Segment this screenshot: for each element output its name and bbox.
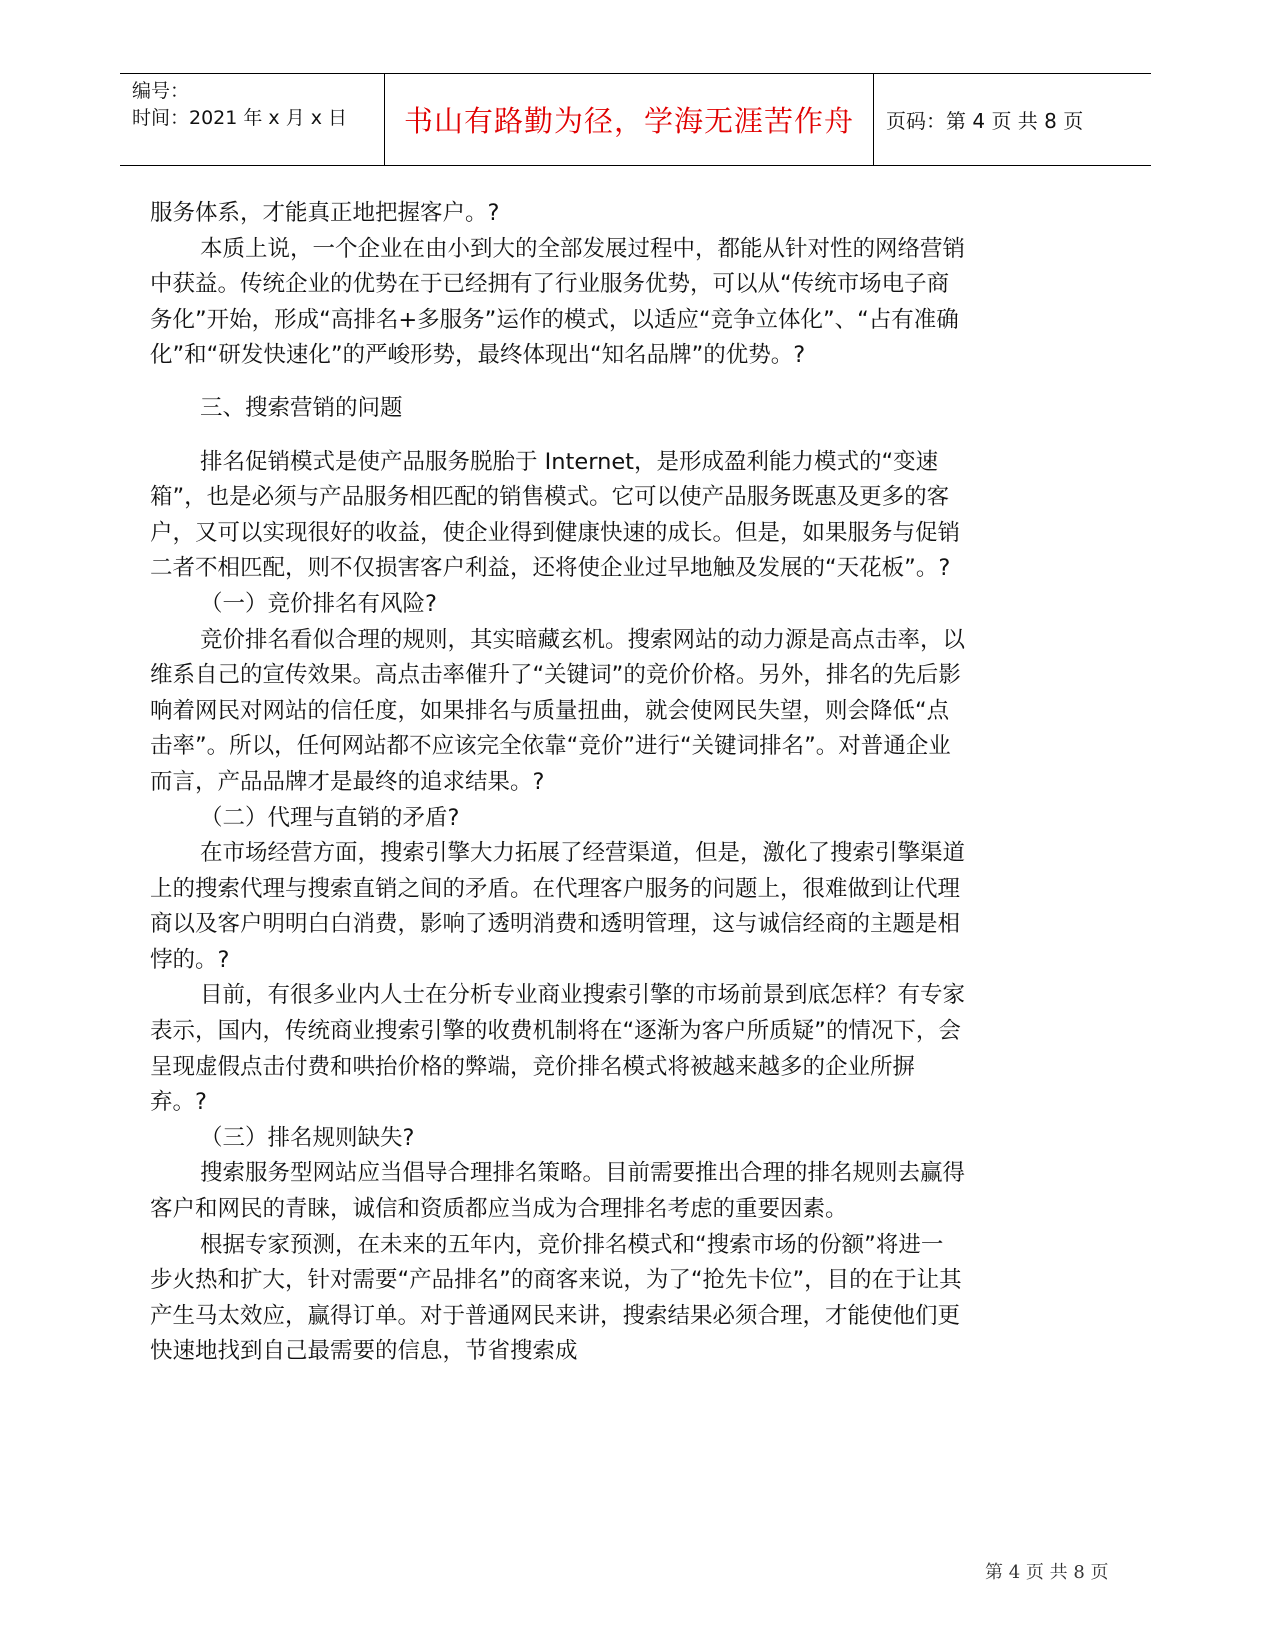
paragraph: 排名促销模式是使产品服务脱胎于 Internet，是形成盈利能力模式的“变速箱”，也是必须与产品服务相匹配的销售模式。它可以使产品服务既惠及更多的客户，又可以实现很好的收益，使企业得到健康快速的成长。但是，如果服务与促销二者不相匹配，则不仅损害客户利益，还将使企业过早地触及发展的“天花板”。?	[150, 448, 961, 582]
document-header	[120, 73, 1151, 166]
document-body	[150, 196, 965, 1370]
paragraph: 根据专家预测，在未来的五年内，竞价排名模式和“搜索市场的份额”将进一步火热和扩大，针对需要“产品排名”的商客来说，为了“抢先卡位”，目的在于让其产生马太效应，赢得订单。对于普通网民来讲，搜索结果必须合理，才能使他们更快速地找到自己最需要的信息，节省搜索成	[150, 1231, 962, 1365]
paragraph: 本质上说，一个企业在由小到大的全部发展过程中，都能从针对性的网络营销中获益。传统企业的优势在于已经拥有了行业服务优势，可以从“传统市场电子商务化”开始，形成“高排名+多服务”运作的模式，以适应“竞争立体化”、“占有准确化”和“研发快速化”的严峻形势，最终体现出“知名品牌”的优势。?	[150, 235, 966, 369]
subsection-heading: （一）竞价排名有风险?	[200, 590, 437, 617]
subsection-heading: （三）排名规则缺失?	[200, 1124, 415, 1151]
header-left-cell	[132, 78, 347, 132]
header-page-code: 页码：第 4 页 共 8 页	[886, 109, 1084, 133]
section-heading: 三、搜索营销的问题	[200, 394, 403, 421]
paragraph: 目前，有很多业内人士在分析专业商业搜索引擎的市场前景到底怎样？有专家表示，国内，传统商业搜索引擎的收费机制将在“逐渐为客户所质疑”的情况下，会呈现虚假点击付费和哄抬价格的弊端，竞价排名模式将被越来越多的企业所摒弃。?	[150, 982, 966, 1116]
page-footer: 第 4 页 共 8 页	[985, 1562, 1109, 1583]
paragraph: 在市场经营方面，搜索引擎大力拓展了经营渠道，但是，激化了搜索引擎渠道上的搜索代理与搜索直销之间的矛盾。在代理客户服务的问题上，很难做到让代理商以及客户明明白白消费，影响了透明消费和透明管理，这与诚信经商的主题是相悖的。?	[150, 840, 966, 973]
subsection-heading: （二）代理与直销的矛盾?	[200, 804, 460, 831]
paragraph: 竞价排名看似合理的规则，其实暗藏玄机。搜索网站的动力源是高点击率，以维系自己的宣传效果。高点击率催升了“关键词”的竞价价格。另外，排名的先后影响着网民对网站的信任度，如果排名与质量扭曲，就会使网民失望，则会降低“点击率”。所以，任何网站都不应该完全依靠“竞价”进行“关键词排名”。对普通企业而言，产品品牌才是最终的追求结果。?	[150, 626, 966, 795]
paragraph: 服务体系，才能真正地把握客户。?	[150, 200, 500, 226]
serial-number-label: 编号：	[132, 80, 190, 102]
header-divider	[873, 74, 874, 165]
paragraph: 搜索服务型网站应当倡导合理排名策略。目前需要推出合理的排名规则去赢得客户和网民的青睐，诚信和资质都应当成为合理排名考虑的重要因素。	[150, 1160, 966, 1223]
date-label: 时间：2021 年 x 月 x 日	[132, 107, 348, 129]
header-motto: 书山有路勤为径，学海无涯苦作舟	[403, 104, 854, 138]
